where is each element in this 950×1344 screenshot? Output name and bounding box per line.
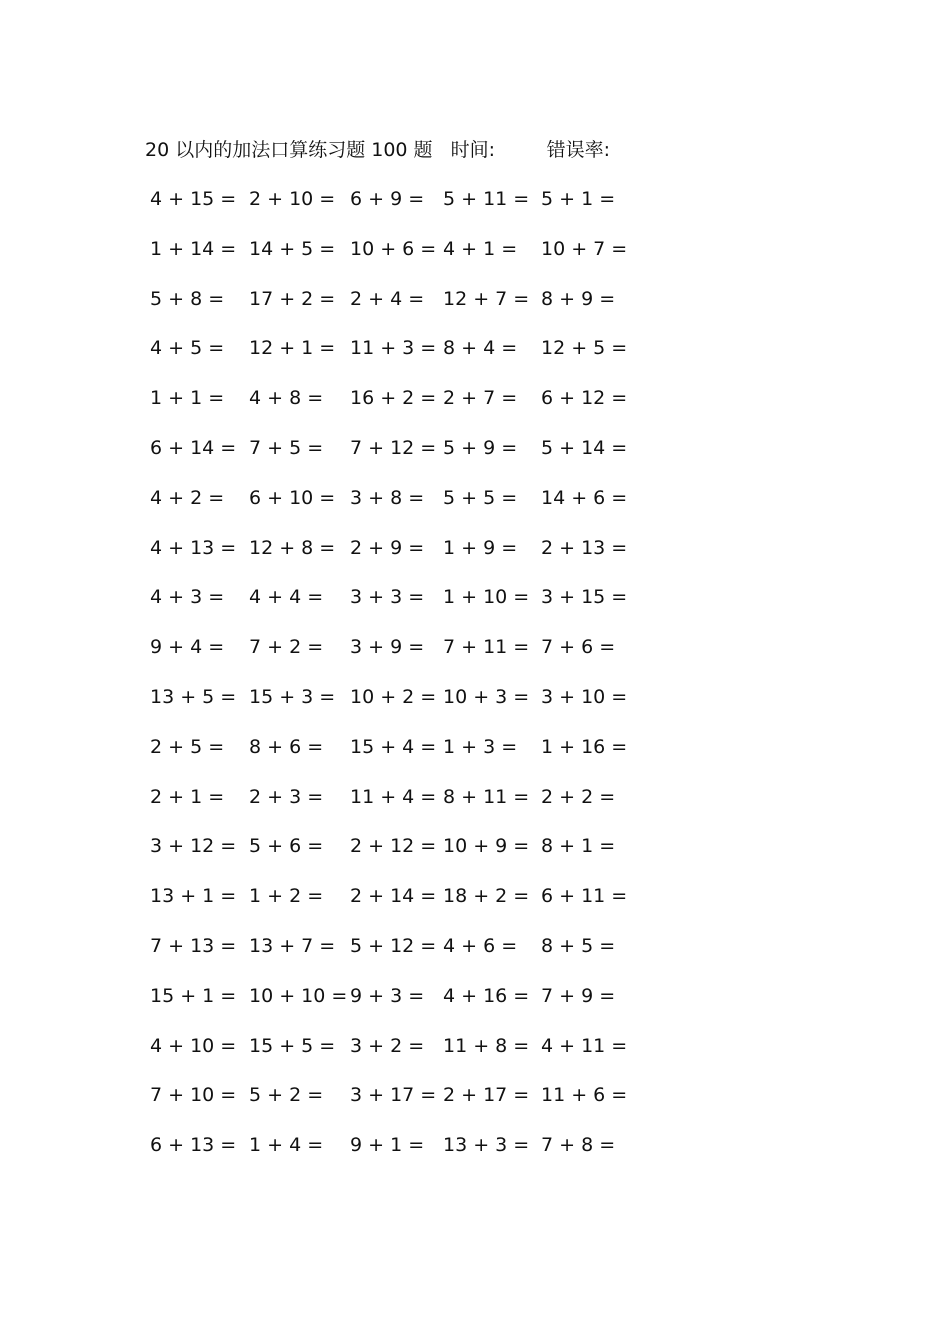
time-label: 时间: (450, 139, 496, 161)
addition-problem: 1 + 14 = (150, 237, 237, 260)
addition-problem: 8 + 9 = (541, 287, 616, 310)
addition-problem: 13 + 1 = (150, 885, 237, 908)
addition-problem: 7 + 10 = (150, 1084, 237, 1107)
addition-problem: 6 + 10 = (249, 486, 336, 509)
addition-problem: 15 + 4 = (350, 735, 437, 758)
addition-problem: 10 + 7 = (541, 237, 628, 260)
addition-problem: 16 + 2 = (350, 387, 437, 410)
addition-problem: 15 + 3 = (249, 686, 336, 708)
error-rate-label: 错误率: (546, 139, 611, 161)
addition-problem: 4 + 8 = (249, 387, 324, 410)
addition-problem: 4 + 6 = (443, 935, 518, 957)
worksheet-title: 20 以内的加法口算练习题 100 题 (145, 139, 433, 161)
addition-problem: 10 + 9 = (443, 835, 530, 858)
addition-problem: 2 + 13 = (541, 536, 628, 559)
addition-problem: 11 + 4 = (350, 785, 437, 808)
addition-problem: 6 + 12 = (541, 387, 628, 410)
addition-problem: 3 + 12 = (150, 835, 237, 858)
addition-problem: 4 + 5 = (150, 337, 225, 360)
addition-problem: 2 + 2 = (541, 785, 616, 808)
addition-problem: 2 + 5 = (150, 735, 225, 758)
addition-problem: 18 + 2 = (443, 885, 530, 908)
addition-problem: 12 + 1 = (249, 337, 336, 360)
addition-problem: 3 + 2 = (350, 1034, 425, 1057)
addition-problem: 2 + 14 = (350, 885, 437, 908)
addition-problem: 3 + 17 = (350, 1084, 437, 1107)
addition-problem: 14 + 6 = (541, 486, 628, 509)
addition-problem: 6 + 9 = (350, 188, 425, 210)
addition-problem: 1 + 4 = (249, 1134, 324, 1157)
addition-problem: 4 + 10 = (150, 1034, 237, 1057)
addition-problem: 4 + 16 = (443, 984, 530, 1007)
addition-problem: 13 + 7 = (249, 935, 336, 957)
addition-problem: 7 + 13 = (150, 935, 237, 957)
addition-problem: 8 + 5 = (541, 935, 616, 957)
addition-problem: 4 + 15 = (150, 188, 237, 210)
addition-problem: 1 + 1 = (150, 387, 225, 410)
addition-problem: 7 + 9 = (541, 984, 616, 1007)
addition-problem: 4 + 3 = (150, 586, 225, 609)
addition-problem: 4 + 11 = (541, 1034, 628, 1057)
addition-problem: 5 + 14 = (541, 437, 628, 459)
addition-problem: 5 + 1 = (541, 188, 616, 210)
addition-problem: 2 + 3 = (249, 785, 324, 808)
addition-problem: 3 + 8 = (350, 486, 425, 509)
addition-problem: 11 + 3 = (350, 337, 437, 360)
addition-problem: 10 + 2 = (350, 686, 437, 708)
addition-problem: 8 + 11 = (443, 785, 530, 808)
addition-problem: 12 + 7 = (443, 287, 530, 310)
addition-problem: 9 + 1 = (350, 1134, 425, 1157)
addition-problem: 15 + 1 = (150, 984, 237, 1007)
addition-problem: 5 + 6 = (249, 835, 324, 858)
addition-problem: 5 + 11 = (443, 188, 530, 210)
addition-problem: 6 + 14 = (150, 437, 237, 459)
addition-problem: 7 + 11 = (443, 636, 530, 659)
addition-problem: 4 + 2 = (150, 486, 225, 509)
addition-problem: 2 + 10 = (249, 188, 336, 210)
addition-problem: 2 + 7 = (443, 387, 518, 410)
addition-problem: 7 + 2 = (249, 636, 324, 659)
addition-problem: 12 + 8 = (249, 536, 336, 559)
addition-problem: 17 + 2 = (249, 287, 336, 310)
addition-problem: 7 + 8 = (541, 1134, 616, 1157)
addition-problem: 8 + 6 = (249, 735, 324, 758)
addition-problem: 13 + 3 = (443, 1134, 530, 1157)
addition-problem: 2 + 4 = (350, 287, 425, 310)
addition-problem: 7 + 6 = (541, 636, 616, 659)
addition-problem: 7 + 12 = (350, 437, 437, 459)
addition-problem: 1 + 3 = (443, 735, 518, 758)
addition-problem: 2 + 9 = (350, 536, 425, 559)
addition-problem: 3 + 15 = (541, 586, 628, 609)
addition-problem: 1 + 2 = (249, 885, 324, 908)
addition-problem: 13 + 5 = (150, 686, 237, 708)
addition-problem: 10 + 3 = (443, 686, 530, 708)
addition-problem: 5 + 9 = (443, 437, 518, 459)
addition-problem: 9 + 4 = (150, 636, 225, 659)
addition-problem: 3 + 9 = (350, 636, 425, 659)
addition-problem: 8 + 1 = (541, 835, 616, 858)
addition-problem: 2 + 17 = (443, 1084, 530, 1107)
addition-problem: 1 + 9 = (443, 536, 518, 559)
addition-problem: 1 + 16 = (541, 735, 628, 758)
addition-problem: 8 + 4 = (443, 337, 518, 360)
addition-problem: 5 + 5 = (443, 486, 518, 509)
addition-problem: 9 + 3 = (350, 984, 425, 1007)
addition-problem: 3 + 10 = (541, 686, 628, 708)
addition-problem: 5 + 8 = (150, 287, 225, 310)
addition-problem: 1 + 10 = (443, 586, 530, 609)
addition-problem: 3 + 3 = (350, 586, 425, 609)
addition-problem: 4 + 1 = (443, 237, 518, 260)
addition-problem: 10 + 6 = (350, 237, 437, 260)
addition-problem: 10 + 10 = (249, 984, 348, 1007)
addition-problem: 4 + 13 = (150, 536, 237, 559)
addition-problem: 12 + 5 = (541, 337, 628, 360)
addition-problem: 14 + 5 = (249, 237, 336, 260)
addition-problem: 5 + 2 = (249, 1084, 324, 1107)
addition-problem: 6 + 11 = (541, 885, 628, 908)
addition-problem: 11 + 8 = (443, 1034, 530, 1057)
addition-problem: 2 + 1 = (150, 785, 225, 808)
addition-problem: 2 + 12 = (350, 835, 437, 858)
addition-problem: 7 + 5 = (249, 437, 324, 459)
addition-problem: 6 + 13 = (150, 1134, 237, 1157)
addition-problem: 5 + 12 = (350, 935, 437, 957)
addition-problem: 15 + 5 = (249, 1034, 336, 1057)
addition-problem: 11 + 6 = (541, 1084, 628, 1107)
addition-problem: 4 + 4 = (249, 586, 324, 609)
